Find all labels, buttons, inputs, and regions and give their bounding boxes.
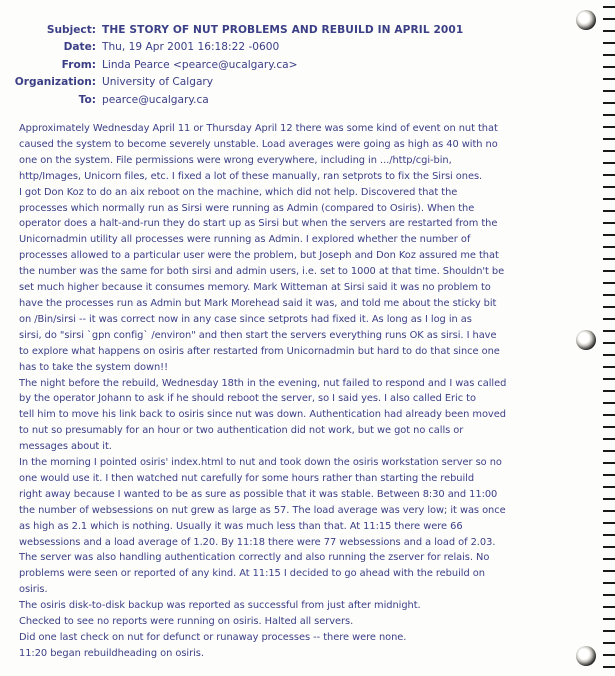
body-line: 11:20 began rebuildheading on osiris. (19, 647, 204, 659)
binder-hole-middle (576, 330, 596, 350)
email-header (14, 22, 484, 109)
body-line: caused the system to become severely unstable. Load averages were going as high as 40 with no (19, 138, 498, 150)
body-line: the number was the same for both sirsi and admin users, i.e. set to 1000 at that time. Shouldn't be (19, 266, 505, 278)
body-line: set much higher because it consumes memory. Mark Witteman at Sirsi said it was no problem to (19, 282, 491, 294)
subject-value: THE STORY OF NUT PROBLEMS AND REBUILD IN APRIL 2001 (102, 24, 464, 36)
to-label: To: (78, 93, 96, 106)
body-line: sirsi, do "sirsi `gpn config` /environ" and then start the servers everything runs OK as sirsi. I have (19, 329, 497, 341)
date-row (14, 39, 484, 56)
body-line: In the morning I pointed osiris' index.html to nut and took down the osiris workstation server so no (19, 457, 502, 469)
body-line: by the operator Johann to ask if he should reboot the server, so I said yes. I also called Eric to (19, 393, 476, 405)
body-line: http/Images, Unicorn files, etc. I fixed a lot of these manually, ran setprots to fix the Sirsi ones. (19, 170, 483, 182)
spiral-binding (603, 0, 615, 676)
body-line: The osiris disk-to-disk backup was reported as successful from just after midnight. (19, 600, 421, 612)
binder-hole-bottom (576, 646, 596, 666)
body-line: problems were seen or reported of any kind. At 11:15 I decided to go ahead with the rebuild on (19, 568, 485, 580)
body-line: has to take the system down!! (19, 361, 168, 373)
body-line: The server was also handling authentication correctly and also running the zserver for relais. No (19, 552, 490, 564)
to-value: pearce@ucalgary.ca (102, 93, 209, 106)
body-line: to nut so presumably for an hour or two authentication did not work, but we got no calls or (19, 425, 464, 437)
body-line: the number of websessions on nut grew as large as 57. The load average was very low; it was once (19, 504, 506, 516)
body-line: tell him to move his link back to osiris since nut was down. Authentication had already been moved (19, 409, 506, 421)
body-line: as high as 2.1 which is nothing. Usually it was much less than that. At 11:15 there were 66 (19, 520, 463, 532)
binder-hole-top (576, 10, 596, 30)
body-line: to explore what happens on osiris after restarted from Unicornadmin but hard to do that since one (19, 345, 500, 357)
body-line: I got Don Koz to do an aix reboot on the machine, which did not help. Discovered that the (19, 186, 458, 198)
body-line: The night before the rebuild, Wednesday 18th in the evening, nut failed to respond and I was called (19, 377, 507, 389)
to-row (14, 92, 484, 109)
body-line: have the processes run as Admin but Mark Morehead said it was, and told me about the sticky bit (19, 297, 497, 309)
body-line: processes which normally run as Sirsi were running as Admin (compared to Osiris). When the (19, 202, 475, 214)
date-value: Thu, 19 Apr 2001 16:18:22 -0600 (102, 41, 280, 54)
organization-label: Organization: (14, 76, 96, 89)
body-line: websessions and a load average of 1.20. By 11:18 there were 77 websessions and a load of 2.03. (19, 536, 496, 548)
organization-row (14, 74, 484, 91)
from-label: From: (61, 58, 96, 71)
body-line: osiris. (19, 584, 48, 596)
body-line: on /Bin/sirsi -- it was correct now in any case since setprots had fixed it. As long as I log in as (19, 313, 472, 325)
subject-row (14, 22, 484, 39)
body-line: processes allowed to a particular user were the problem, but Joseph and Don Koz assured me that (19, 250, 499, 262)
email-body (19, 121, 559, 662)
body-line: messages about it. (19, 441, 112, 453)
from-value: Linda Pearce <pearce@ucalgary.ca> (102, 58, 298, 71)
subject-label: Subject: (46, 24, 96, 36)
from-row (14, 57, 484, 74)
body-line: Did one last check on nut for defunct or runaway processes -- there were none. (19, 632, 407, 643)
body-line: Unicornadmin utility all processes were running as Admin. I explored whether the number of (19, 234, 471, 246)
body-line: operator does a halt-and-run they do start up as Sirsi but when the servers are restarted from the (19, 218, 498, 230)
body-line: one on the system. File permissions were wrong everywhere, including in .../http/cgi-bin, (19, 154, 452, 166)
body-line: one would use it. I then watched nut carefully for some hours rather than starting the rebuild (19, 472, 475, 484)
body-line: Checked to see no reports were running on osiris. Halted all servers. (19, 616, 354, 628)
organization-value: University of Calgary (102, 76, 214, 89)
body-line: right away because I wanted to be as sure as possible that it was stable. Between 8:30 and 11:00 (19, 488, 498, 500)
date-label: Date: (63, 41, 96, 54)
body-line: Approximately Wednesday April 11 or Thursday April 12 there was some kind of event on nut that (19, 123, 498, 134)
